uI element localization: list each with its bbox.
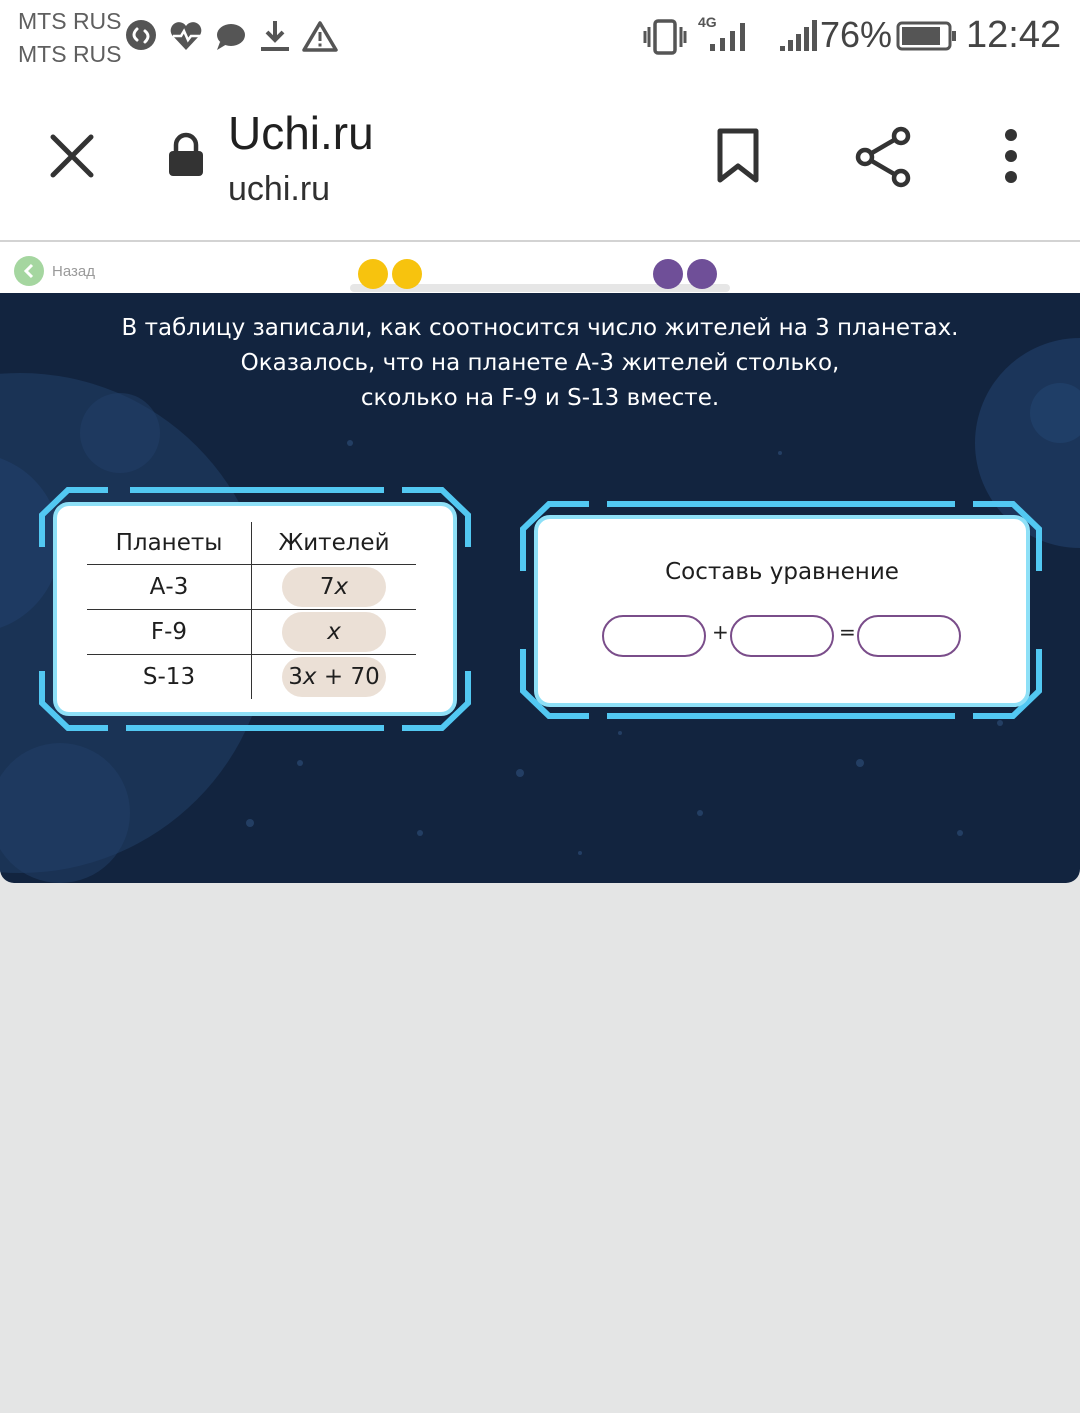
lock-icon [166, 132, 206, 178]
more-icon[interactable] [996, 128, 1026, 184]
clock: 12:42 [966, 14, 1062, 56]
carrier-2: MTS RUS [18, 41, 122, 67]
table-row [87, 655, 416, 700]
equation-slot-1[interactable] [602, 615, 706, 657]
vibrate-icon [642, 18, 688, 56]
planet-name: А-3 [87, 565, 252, 610]
share-icon[interactable] [852, 126, 914, 188]
progress-dot-pending [687, 259, 717, 289]
close-icon[interactable] [48, 132, 96, 180]
page-url: uchi.ru [228, 170, 331, 208]
table-header-planets: Планеты [87, 522, 252, 565]
task-text [0, 311, 1080, 416]
network-label: 4G [698, 14, 717, 30]
progress-dot-pending [653, 259, 683, 289]
plus-sign: + [712, 620, 729, 644]
carrier-1: MTS RUS [18, 8, 122, 34]
status-bar [0, 0, 1080, 80]
app-nav [0, 242, 1080, 293]
download-icon [258, 18, 292, 54]
planet-name: F-9 [87, 610, 252, 655]
table-row [87, 565, 416, 610]
task-line-3: сколько на F-9 и S-13 вместе. [360, 385, 720, 411]
message-icon [214, 22, 246, 52]
task-line-1: В таблицу записали, как соотносится число жителей на 3 планетах. [121, 315, 959, 341]
planets-table [87, 522, 416, 699]
shazam-icon [124, 18, 158, 54]
table-header-residents: Жителей [278, 530, 390, 556]
task-line-2: Оказалось, что на планете А-3 жителей столько, [240, 350, 840, 376]
residents-pill[interactable]: 7x [282, 567, 386, 607]
signal-4g-icon [700, 18, 752, 54]
equation-slot-3[interactable] [857, 615, 961, 657]
back-label: Назад [52, 262, 95, 280]
warning-icon [302, 20, 338, 52]
equation-title: Составь уравнение [665, 559, 899, 585]
bookmark-icon[interactable] [714, 126, 762, 186]
back-icon [14, 256, 44, 286]
planets-card [53, 502, 457, 716]
table-row [87, 610, 416, 655]
page-title: Uchi.ru [228, 107, 374, 159]
back-button[interactable] [14, 256, 95, 286]
equation-slot-2[interactable] [730, 615, 834, 657]
equals-sign: = [839, 620, 856, 644]
signal-icon [778, 18, 818, 54]
progress-dot-done [392, 259, 422, 289]
residents-pill[interactable]: 3x + 70 [282, 657, 386, 697]
task-panel [0, 293, 1080, 883]
equation-card [534, 515, 1030, 707]
health-icon [168, 20, 204, 52]
battery-icon [896, 20, 958, 52]
progress-dot-done [358, 259, 388, 289]
battery-percent: 76% [820, 14, 893, 55]
planet-name: S-13 [87, 655, 252, 700]
residents-pill[interactable]: x [282, 612, 386, 652]
browser-toolbar [0, 80, 1080, 242]
